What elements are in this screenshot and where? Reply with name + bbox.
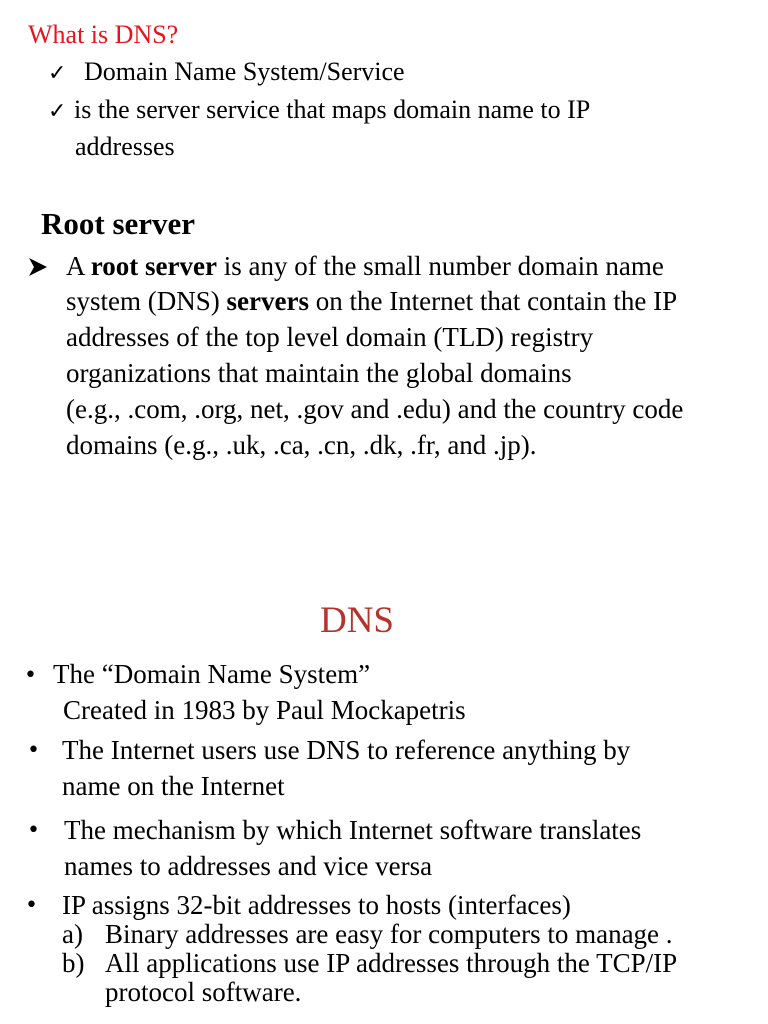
check-item-text-continuation: addresses — [75, 132, 175, 161]
bullet-dot-icon: • — [27, 738, 40, 763]
root-server-line: addresses of the top level domain (TLD) registry — [66, 322, 594, 352]
check-item-text: is the server service that maps domain name to IP — [74, 95, 591, 124]
bullet-dot-icon: • — [27, 818, 40, 843]
sub-item-label: a) — [62, 919, 83, 949]
check-mark-icon: ✓ — [48, 99, 67, 124]
check-list-item — [48, 95, 590, 125]
bold-term: servers — [226, 286, 309, 316]
dns-section-title: DNS — [319, 600, 395, 641]
bullet-dot-icon: • — [25, 893, 38, 918]
sub-item-label: b) — [62, 948, 85, 978]
text-segment: on the Internet that contain the IP — [308, 286, 678, 316]
dns-bullet-text: The Internet users use DNS to reference anything by — [62, 735, 631, 765]
text-segment: is any of the small number domain name — [216, 251, 664, 281]
text-segment: system (DNS) — [66, 286, 227, 316]
dns-bullet-text: The “Domain Name System” — [53, 659, 371, 689]
check-item-text: Domain Name System/Service — [84, 57, 405, 86]
dns-bullet-text: name on the Internet — [62, 771, 285, 801]
root-server-line — [66, 251, 664, 282]
sub-item-text: protocol software. — [105, 977, 302, 1007]
dns-bullet-text: Created in 1983 by Paul Mockapetris — [63, 695, 466, 725]
root-server-line: (e.g., .com, .org, net, .gov and .edu) and the country code — [66, 394, 684, 424]
bold-term: root server — [90, 251, 217, 281]
text-segment: A — [66, 251, 91, 281]
root-server-line: organizations that maintain the global domains — [66, 358, 572, 388]
bullet-dot-icon: • — [24, 663, 37, 688]
sub-item-text: Binary addresses are easy for computers to manage . — [105, 919, 673, 949]
root-server-line: domains (e.g., .uk, .ca, .cn, .dk, .fr, and .jp). — [66, 430, 537, 460]
arrow-bullet-icon — [27, 256, 49, 278]
section-title-what-is-dns: What is DNS? — [28, 20, 179, 49]
dns-bullet-text: The mechanism by which Internet software translates — [64, 815, 642, 845]
check-mark-icon: ✓ — [48, 61, 67, 86]
check-list-item — [48, 57, 405, 87]
dns-bullet-text: IP assigns 32-bit addresses to hosts (interfaces) — [62, 890, 571, 920]
root-server-heading: Root server — [41, 206, 196, 241]
root-server-line — [66, 286, 677, 317]
dns-bullet-text: names to addresses and vice versa — [64, 851, 433, 881]
sub-item-text: All applications use IP addresses through the TCP/IP — [105, 948, 678, 978]
